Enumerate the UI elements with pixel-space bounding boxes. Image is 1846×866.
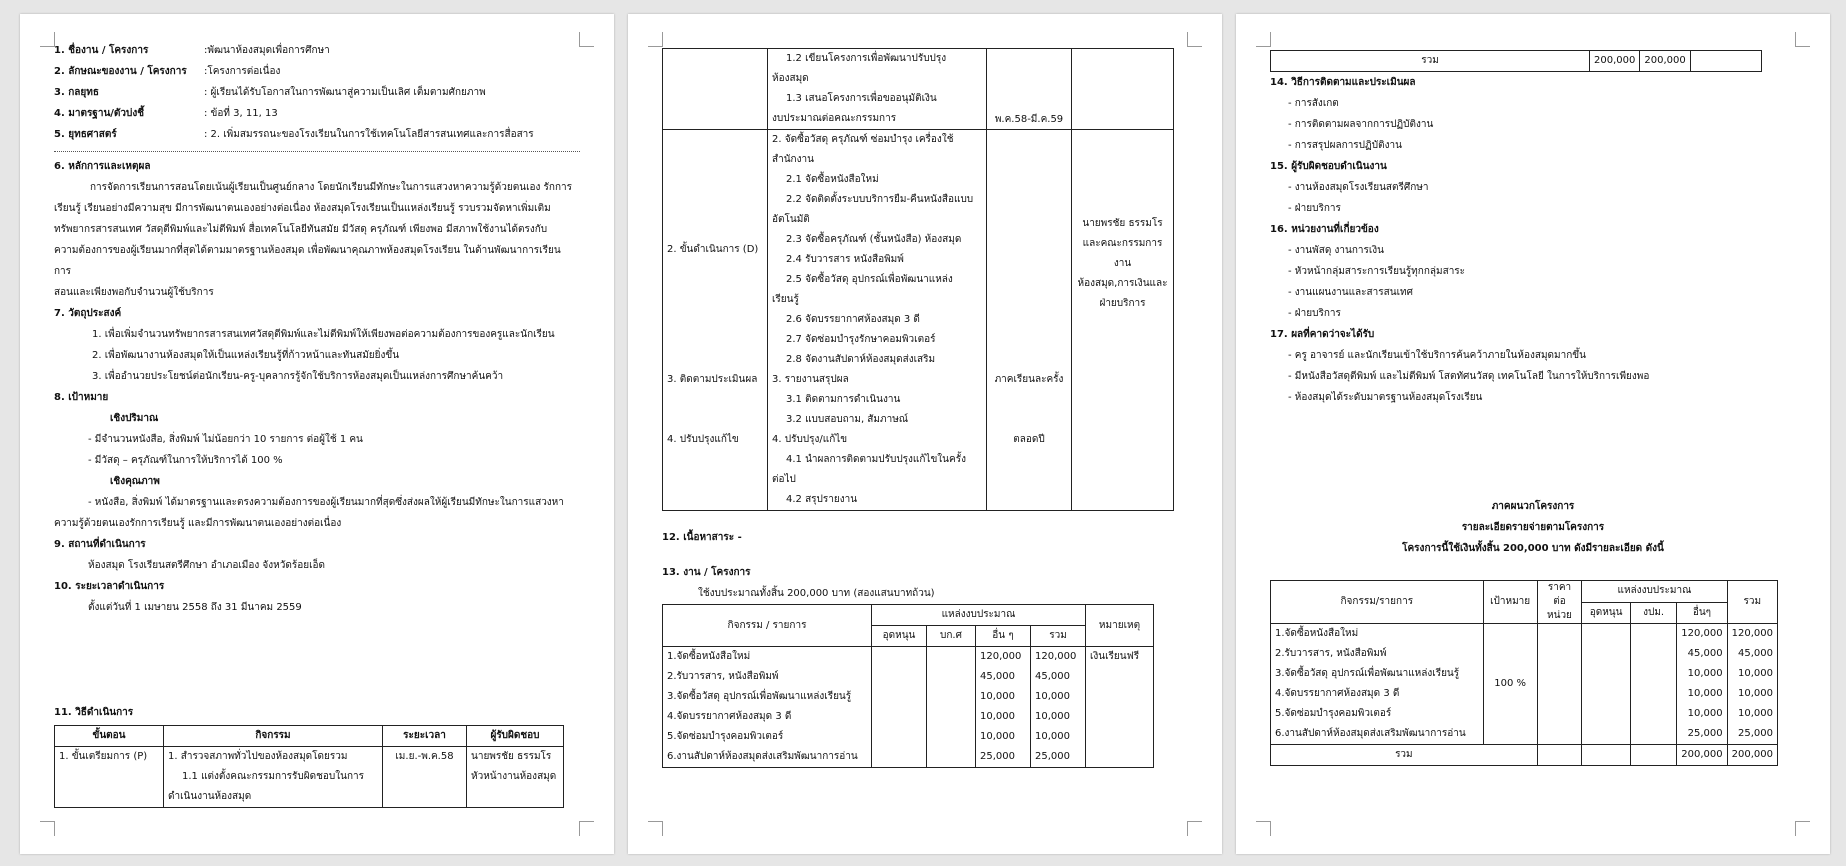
section-heading: 6. หลักการและเหตุผล [54, 161, 151, 172]
list-item: 3. เพื่ออำนวยประโยชน์ต่อนักเรียน-ครู-บุคลากรรู้จักใช้บริการห้องสมุดเป็นแหล่งการศึกษาค้นคว้า [92, 371, 504, 382]
unit-price-label: หน่วย [1547, 610, 1572, 621]
document-page-2 [628, 14, 1222, 854]
table-cell: 1.จัดซื้อหนังสือใหม่ [663, 647, 872, 668]
activity-line: ต่อไป [772, 474, 796, 485]
crop-mark [1795, 821, 1810, 836]
list-item: - มีวัสดุ – ครุภัณฑ์ในการให้บริการได้ 100 % [88, 455, 283, 466]
activity-line: 1. สำรวจสภาพทั่วไปของห้องสมุดโดยรวม [168, 751, 348, 762]
paragraph-line: เรียนรู้ เรียนอย่างมีความสุข มีการพัฒนาตนเองอย่างต่อเนื่อง ห้องสมุดโรงเรียนเป็นแหล่งเรียนรู้ รวบรวมจัดหาเพิ่มเติม [54, 203, 551, 214]
table-cell [872, 647, 927, 668]
table-row [663, 747, 1154, 768]
table-cell: 6.งานสัปดาห์ห้องสมุดส่งเสริมพัฒนาการอ่าน [1271, 724, 1484, 745]
table-cell: 10,000 [1677, 664, 1727, 684]
budget-table-total [1270, 50, 1762, 72]
activity-line: 2.8 จัดงานสัปดาห์ห้องสมุดส่งเสริม [786, 354, 936, 365]
table-header: แหล่งงบประมาณ [872, 605, 1086, 626]
table-cell [927, 647, 976, 668]
list-item: - มีหนังสือวัสดุตีพิมพ์ และไม่ตีพิมพ์ โสตทัศนวัสดุ เทคโนโลยี ในการให้บริการเพียงพอ [1288, 371, 1650, 382]
table-cell [164, 747, 383, 808]
table-header: หมายเหตุ [1086, 605, 1154, 647]
table-cell [1537, 704, 1582, 724]
table-row [663, 667, 1154, 687]
table-cell [768, 49, 987, 130]
table-cell [1072, 49, 1174, 130]
table-header: ผู้รับผิดชอบ [467, 726, 564, 747]
table-cell [927, 687, 976, 707]
crop-mark [1256, 821, 1271, 836]
table-cell [1630, 724, 1676, 745]
crop-mark [40, 32, 55, 47]
table-cell [1630, 745, 1676, 766]
crop-mark [648, 32, 663, 47]
table-cell [1086, 747, 1154, 768]
table-cell: 45,000 [1031, 667, 1086, 687]
table-row [663, 647, 1154, 668]
responsible-line: หัวหน้างานห้องสมุด [471, 771, 557, 782]
list-item: - ห้องสมุดได้ระดับมาตรฐานห้องสมุดโรงเรียน [1288, 392, 1483, 403]
table-cell [872, 687, 927, 707]
activity-line: ดำเนินงานห้องสมุด [168, 791, 252, 802]
table-cell [1630, 624, 1676, 645]
table-cell: 10,000 [1031, 707, 1086, 727]
section-heading: 13. งาน / โครงการ [662, 567, 751, 578]
table-cell: 10,000 [976, 707, 1031, 727]
paragraph-line: สอนและเพียงพอกับจำนวนผู้ใช้บริการ [54, 287, 214, 298]
sub-heading: เชิงปริมาณ [110, 413, 159, 424]
table-header: กิจกรรม/รายการ [1271, 581, 1484, 624]
table-cell: ภาคเรียนละครั้ง [987, 370, 1072, 430]
paragraph-line: ความต้องการของผู้เรียนมากที่สุดได้ตามมาตรฐานห้องสมุด เพื่อพัฒนาคุณภาพห้องสมุดโรงเรียน ในด้านพัฒนาการเรียน การ [54, 245, 561, 277]
section-heading: 9. สถานที่ดำเนินการ [54, 539, 146, 550]
table-cell [1072, 370, 1174, 430]
table-cell [1582, 704, 1631, 724]
section-heading: 17. ผลที่คาดว่าจะได้รับ [1270, 329, 1375, 340]
table-cell [872, 747, 927, 768]
table-cell: 120,000 [1677, 624, 1727, 645]
table-cell [1630, 704, 1676, 724]
crop-mark [648, 821, 663, 836]
annex-subtitle: รายละเอียดรายจ่ายตามโครงการ [1461, 522, 1605, 533]
table-header: ขั้นตอน [55, 726, 164, 747]
annex-subtitle: โครงการนี้ใช้เงินทั้งสิ้น 200,000 บาท ดังมีรายละเอียด ดังนี้ [1402, 543, 1664, 554]
table-cell: รวม [1271, 745, 1538, 766]
table-cell [1582, 724, 1631, 745]
table-header: กิจกรรม / รายการ [663, 605, 872, 647]
page-3-content [1270, 50, 1796, 408]
paragraph-line: ตั้งแต่วันที่ 1 เมษายน 2558 ถึง 31 มีนาคม 2559 [88, 602, 302, 613]
table-header: กิจกรรม [164, 726, 383, 747]
table-cell [1072, 130, 1174, 371]
table-row [663, 707, 1154, 727]
activity-line: 2.2 จัดติดตั้งระบบบริการยืม-คืนหนังสือแบบ [786, 194, 974, 205]
table-cell: 200,000 [1640, 51, 1690, 72]
table-cell [927, 707, 976, 727]
table-cell [768, 430, 987, 511]
sub-heading: เชิงคุณภาพ [110, 476, 160, 487]
table-cell [1690, 51, 1761, 72]
info-row: 3. กลยุทธ : ผู้เรียนได้รับโอกาสในการพัฒนาสู่ความเป็นเลิศ เต็มตามศักยภาพ [54, 87, 486, 98]
table-header [1537, 581, 1582, 624]
table-cell [1086, 687, 1154, 707]
table-cell: 4.จัดบรรยากาศห้องสมุด 3 ดี [663, 707, 872, 727]
activity-line: 4.1 นำผลการติดตามปรับปรุงแก้ไขในครั้ง [786, 454, 966, 465]
table-cell: 1.จัดซื้อหนังสือใหม่ [1271, 624, 1484, 645]
activity-line: 3. รายงานสรุปผล [772, 374, 849, 385]
section-heading: 11. วิธีดำเนินการ [54, 707, 134, 718]
table-row [663, 727, 1154, 747]
dotted-divider [54, 151, 580, 152]
activity-line: 4.2 สรุปรายงาน [786, 494, 858, 505]
table-cell [1086, 667, 1154, 687]
table-cell [1630, 644, 1676, 664]
procedure-table [54, 725, 564, 808]
paragraph-line: การจัดการเรียนการสอนโดยเน้นผู้เรียนเป็นศูนย์กลาง โดยนักเรียนมีทักษะในการแสวงหาความรู้ด้วยตนเอง รักการ [90, 182, 573, 193]
table-cell [987, 114, 1072, 371]
table-cell [1537, 724, 1582, 745]
table-cell: 45,000 [1677, 644, 1727, 664]
table-row [663, 49, 1174, 130]
budget-text: ใช้งบประมาณทั้งสิ้น 200,000 บาท (สองแสนบาทถ้วน) [698, 588, 935, 599]
info-row: 5. ยุทธศาสตร์ : 2. เพิ่มสมรรถนะของโรงเรียนในการใช้เทคโนโลยีสารสนเทศและการสื่อสาร [54, 129, 534, 140]
section-11 [54, 702, 580, 808]
table-cell: 45,000 [1727, 644, 1777, 664]
list-item: - งานแผนงานและสารสนเทศ [1288, 287, 1413, 298]
table-cell [1537, 644, 1582, 664]
table-cell: 10,000 [1727, 704, 1777, 724]
paragraph-line: ทรัพยากรสารสนเทศ วัสดุตีพิมพ์และไม่ตีพิมพ์ สื่อเทคโนโลยีทันสมัย มีวัสดุ ครุภัณฑ์ เพียงพอ มีสภาพใช้งานได้ตรงกับ [54, 224, 548, 235]
table-cell: 200,000 [1677, 745, 1727, 766]
section-heading: 12. เนื้อหาสาระ - [662, 532, 742, 543]
table-cell [1582, 624, 1631, 645]
table-row [663, 130, 1174, 371]
table-cell: ตลอดปี [987, 430, 1072, 511]
table-cell: 25,000 [1677, 724, 1727, 745]
list-item: - งานพัสดุ งานการเงิน [1288, 245, 1385, 256]
responsible-line: นายพรชัย ธรรมโร [1082, 218, 1163, 229]
table-row [55, 747, 564, 808]
activity-line: งบประมาณต่อคณะกรรมการ [772, 113, 897, 124]
table-cell: 25,000 [976, 747, 1031, 768]
activity-line: 2.6 จัดบรรยากาศห้องสมุด 3 ดี [786, 314, 920, 325]
table-cell: 4.จัดบรรยากาศห้องสมุด 3 ดี [1271, 684, 1484, 704]
list-item: - มีจำนวนหนังสือ, สิ่งพิมพ์ ไม่น้อยกว่า 10 รายการ ต่อผู้ใช้ 1 คน [88, 434, 363, 445]
annex-title: ภาคผนวกโครงการ [1491, 501, 1575, 512]
table-cell: 2.รับวารสาร, หนังสือพิมพ์ [663, 667, 872, 687]
table-cell [927, 667, 976, 687]
paragraph-line: ห้องสมุด โรงเรียนสตรีศึกษา อำเภอเมือง จังหวัดร้อยเอ็ด [88, 560, 326, 571]
info-row: 4. มาตรฐาน/ตัวบ่งชี้ : ข้อที่ 3, 11, 13 [54, 108, 278, 119]
section-heading: 7. วัตถุประสงค์ [54, 308, 122, 319]
annex-table-block [1270, 580, 1796, 766]
table-cell [872, 707, 927, 727]
activity-line: 2.5 จัดซื้อวัสดุ อุปกรณ์เพื่อพัฒนาแหล่ง [786, 274, 953, 285]
unit-price-label: ราคาต่อ [1547, 582, 1572, 607]
responsible-line: ห้องสมุด,การเงินและ [1077, 278, 1168, 289]
list-item: 1. เพื่อเพิ่มจำนวนทรัพยากรสารสนเทศวัสดุตีพิมพ์และไม่ตีพิมพ์ให้เพียงพอต่อความต้องการของครูและนักเรียน [92, 329, 555, 340]
table-header: เป้าหมาย [1483, 581, 1537, 624]
table-cell: 5.จัดซ่อมบำรุงคอมพิวเตอร์ [663, 727, 872, 747]
table-header: รวม [1031, 626, 1086, 647]
page-2-content [662, 48, 1182, 768]
table-cell: 10,000 [1677, 704, 1727, 724]
document-page-3 [1236, 14, 1830, 854]
info-row: 1. ชื่องาน / โครงการ :พัฒนาห้องสมุดเพื่อการศึกษา [54, 45, 330, 56]
table-row-total [1271, 745, 1778, 766]
table-cell [768, 370, 987, 430]
list-item: - การสังเกต [1288, 98, 1339, 109]
table-cell: 10,000 [1677, 684, 1727, 704]
table-row [1271, 624, 1778, 645]
table-cell: รวม [1271, 51, 1590, 72]
paragraph-line: ความรู้ด้วยตนเองรักการเรียนรู้ และมีการพัฒนาตนเองอย่างต่อเนื่อง [54, 518, 342, 529]
activity-line: ห้องสมุด [772, 73, 809, 84]
annex-heading-block [1270, 496, 1796, 559]
section-heading: 16. หน่วยงานที่เกี่ยวข้อง [1270, 224, 1379, 235]
table-cell: 10,000 [976, 727, 1031, 747]
activity-line: สำนักงาน [772, 154, 814, 165]
activity-line: อัตโนมัติ [772, 214, 810, 225]
list-item: - หัวหน้ากลุ่มสาระการเรียนรู้ทุกกลุ่มสาระ [1288, 266, 1466, 277]
crop-mark [1795, 32, 1810, 47]
table-cell: 3. ติดตามประเมินผล [663, 370, 768, 430]
activity-line: 2.7 จัดซ่อมบำรุงรักษาคอมพิวเตอร์ [786, 334, 936, 345]
list-item: - การติดตามผลจากการปฏิบัติงาน [1288, 119, 1434, 130]
page-1-content [54, 40, 580, 618]
info-row: 2. ลักษณะของงาน / โครงการ :โครงการต่อเนื่อง [54, 66, 281, 77]
table-cell: 2.รับวารสาร, หนังสือพิมพ์ [1271, 644, 1484, 664]
table-cell: 10,000 [1031, 687, 1086, 707]
activity-line: 2.4 รับวารสาร หนังสือพิมพ์ [786, 254, 904, 265]
table-header: อื่น ๆ [976, 626, 1031, 647]
table-cell: 45,000 [976, 667, 1031, 687]
table-cell [467, 747, 564, 808]
list-item: - ครู อาจารย์ และนักเรียนเข้าใช้บริการค้นคว้าภายในห้องสมุดมากขึ้น [1288, 350, 1586, 361]
table-cell: เงินเรียนฟรี [1086, 647, 1154, 668]
table-cell: 10,000 [976, 687, 1031, 707]
table-cell [1582, 745, 1631, 766]
table-cell [1630, 684, 1676, 704]
table-header: ระยะเวลา [383, 726, 467, 747]
table-cell: 3.จัดซื้อวัสดุ อุปกรณ์เพื่อพัฒนาแหล่งเรียนรู้ [1271, 664, 1484, 684]
activity-line: 3.2 แบบสอบถาม, สัมภาษณ์ [786, 414, 909, 425]
table-cell [927, 747, 976, 768]
section-heading: 10. ระยะเวลาดำเนินการ [54, 581, 165, 592]
table-cell [1582, 664, 1631, 684]
table-cell: 4. ปรับปรุงแก้ไข [663, 430, 768, 511]
table-cell: 3.จัดซื้อวัสดุ อุปกรณ์เพื่อพัฒนาแหล่งเรียนรู้ [663, 687, 872, 707]
table-cell: 10,000 [1727, 684, 1777, 704]
table-cell [1537, 624, 1582, 645]
procedure-table-continued [662, 48, 1174, 511]
document-page-1 [20, 14, 614, 854]
activity-line: 3.1 ติดตามการดำเนินงาน [786, 394, 901, 405]
activity-line: 2.1 จัดซื้อหนังสือใหม่ [786, 174, 879, 185]
table-cell: 2. ขั้นดำเนินการ (D) [663, 130, 768, 371]
section-heading: 15. ผู้รับผิดชอบดำเนินงาน [1270, 161, 1387, 172]
period-text: พ.ค.58-มี.ค.59 [994, 114, 1064, 125]
table-cell [1072, 430, 1174, 511]
annex-budget-table [1270, 580, 1778, 766]
crop-mark [40, 821, 55, 836]
activity-line: 1.3 เสนอโครงการเพื่อขออนุมัติเงิน [786, 93, 937, 104]
table-cell: 10,000 [1727, 664, 1777, 684]
table-cell: 120,000 [976, 647, 1031, 668]
table-row [663, 687, 1154, 707]
table-cell: 5.จัดซ่อมบำรุงคอมพิวเตอร์ [1271, 704, 1484, 724]
table-cell: 120,000 [1031, 647, 1086, 668]
table-cell: เม.ย.-พ.ค.58 [383, 747, 467, 808]
table-header: แหล่งงบประมาณ [1582, 581, 1727, 603]
table-cell [1582, 644, 1631, 664]
table-cell: 6.งานสัปดาห์ห้องสมุดส่งเสริมพัฒนาการอ่าน [663, 747, 872, 768]
table-cell [872, 667, 927, 687]
section-heading: 14. วิธีการติดตามและประเมินผล [1270, 77, 1416, 88]
table-cell [663, 49, 768, 130]
activity-line: 1.1 แต่งตั้งคณะกรรมการรับผิดชอบในการ [182, 771, 365, 782]
list-item: - ฝ่ายบริการ [1288, 203, 1341, 214]
activity-line: 1.2 เขียนโครงการเพื่อพัฒนาปรับปรุง [786, 53, 947, 64]
table-header: บก.ศ [927, 626, 976, 647]
activity-line: 2. จัดซื้อวัสดุ ครุภัณฑ์ ซ่อมบำรุง เครื่องใช้ [772, 134, 954, 145]
table-cell: 1. ขั้นเตรียมการ (P) [55, 747, 164, 808]
responsible-line: และคณะกรรมการงาน [1082, 238, 1163, 269]
table-cell [1086, 727, 1154, 747]
table-cell [1582, 684, 1631, 704]
table-row [1271, 51, 1762, 72]
table-cell: 200,000 [1727, 745, 1777, 766]
table-header: อื่นๆ [1677, 602, 1727, 624]
table-cell [768, 130, 987, 371]
activity-line: 2.3 จัดซื้อครุภัณฑ์ (ชั้นหนังสือ) ห้องสมุด [786, 234, 962, 245]
list-item: - การสรุปผลการปฏิบัติงาน [1288, 140, 1402, 151]
table-cell [1537, 745, 1582, 766]
table-cell: 25,000 [1727, 724, 1777, 745]
list-item: 2. เพื่อพัฒนางานห้องสมุดให้เป็นแหล่งเรียนรู้ที่ก้าวหน้าและทันสมัยยิ่งขึ้น [92, 350, 400, 361]
table-row [663, 430, 1174, 511]
budget-table [662, 604, 1154, 768]
table-cell: 25,000 [1031, 747, 1086, 768]
table-cell [1086, 707, 1154, 727]
responsible-line: ฝ่ายบริการ [1099, 298, 1146, 309]
list-item: - งานห้องสมุดโรงเรียนสตรีศึกษา [1288, 182, 1429, 193]
responsible-line: นายพรชัย ธรรมโร [471, 751, 552, 762]
table-cell [1630, 664, 1676, 684]
crop-mark [579, 32, 594, 47]
table-cell [1537, 664, 1582, 684]
table-cell: 10,000 [1031, 727, 1086, 747]
crop-mark [1187, 821, 1202, 836]
crop-mark [1187, 32, 1202, 47]
table-header: อุดหนุน [872, 626, 927, 647]
table-cell: 100 % [1483, 624, 1537, 745]
table-cell [872, 727, 927, 747]
table-cell: 200,000 [1590, 51, 1640, 72]
table-row [663, 370, 1174, 430]
crop-mark [1256, 32, 1271, 47]
table-cell [927, 727, 976, 747]
crop-mark [579, 821, 594, 836]
activity-line: เรียนรู้ [772, 294, 799, 305]
table-header: รวม [1727, 581, 1777, 624]
table-header: อุดหนุน [1582, 602, 1631, 624]
list-item: - ฝ่ายบริการ [1288, 308, 1341, 319]
section-heading: 8. เป้าหมาย [54, 392, 109, 403]
table-cell: 120,000 [1727, 624, 1777, 645]
table-cell [1537, 684, 1582, 704]
activity-line: 4. ปรับปรุง/แก้ไข [772, 434, 848, 445]
list-item: - หนังสือ, สิ่งพิมพ์ ได้มาตรฐานและตรงความต้องการของผู้เรียนมากที่สุดซึ่งส่งผลให้ผู้เรียนมีทักษะในการแสวงหา [88, 497, 564, 508]
table-header: งปม. [1630, 602, 1676, 624]
